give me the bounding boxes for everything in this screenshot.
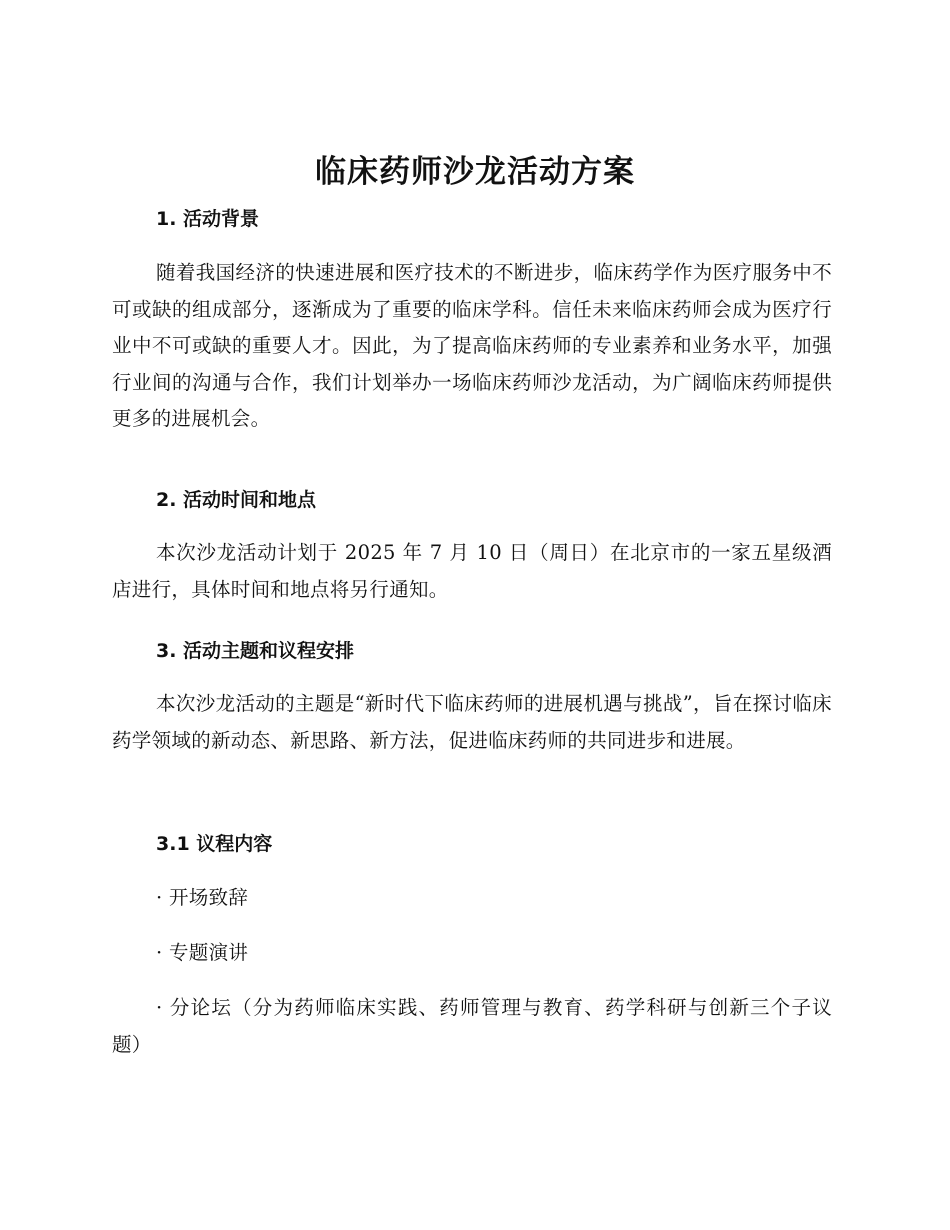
list-item: · 分论坛（分为药师临床实践、药师管理与教育、药学科研与创新三个子议题） bbox=[112, 996, 832, 1056]
document-title: 临床药师沙龙活动方案 bbox=[315, 154, 635, 190]
list-item: · 开场致辞 bbox=[156, 886, 249, 909]
section-heading-background: 1. 活动背景 bbox=[156, 208, 260, 230]
section-heading-time-place: 2. 活动时间和地点 bbox=[156, 489, 317, 511]
section-body-theme-agenda: 本次沙龙活动的主题是“新时代下临床药师的进展机遇与挑战”，旨在探讨临床药学领域的新动态、新思路、新方法，促进临床药师的共同进步和进展。 bbox=[112, 692, 832, 752]
section-heading-agenda-content: 3.1 议程内容 bbox=[156, 833, 273, 855]
list-item: · 专题演讲 bbox=[156, 941, 249, 964]
section-heading-theme-agenda: 3. 活动主题和议程安排 bbox=[156, 640, 355, 662]
section-body-time-place: 本次沙龙活动计划于 2025 年 7 月 10 日（周日）在北京市的一家五星级酒店进行，具体时间和地点将另行通知。 bbox=[112, 541, 832, 601]
section-body-background: 随着我国经济的快速进展和医疗技术的不断进步，临床药学作为医疗服务中不可或缺的组成部分，逐渐成为了重要的临床学科。信任未来临床药师会成为医疗行业中不可或缺的重要人才。因此，为了提高临床药师的专业素养和业务水平，加强行业间的沟通与合作，我们计划举办一场临床药师沙龙活动，为广阔临床药师提供更多的进展机会。 bbox=[112, 261, 832, 430]
